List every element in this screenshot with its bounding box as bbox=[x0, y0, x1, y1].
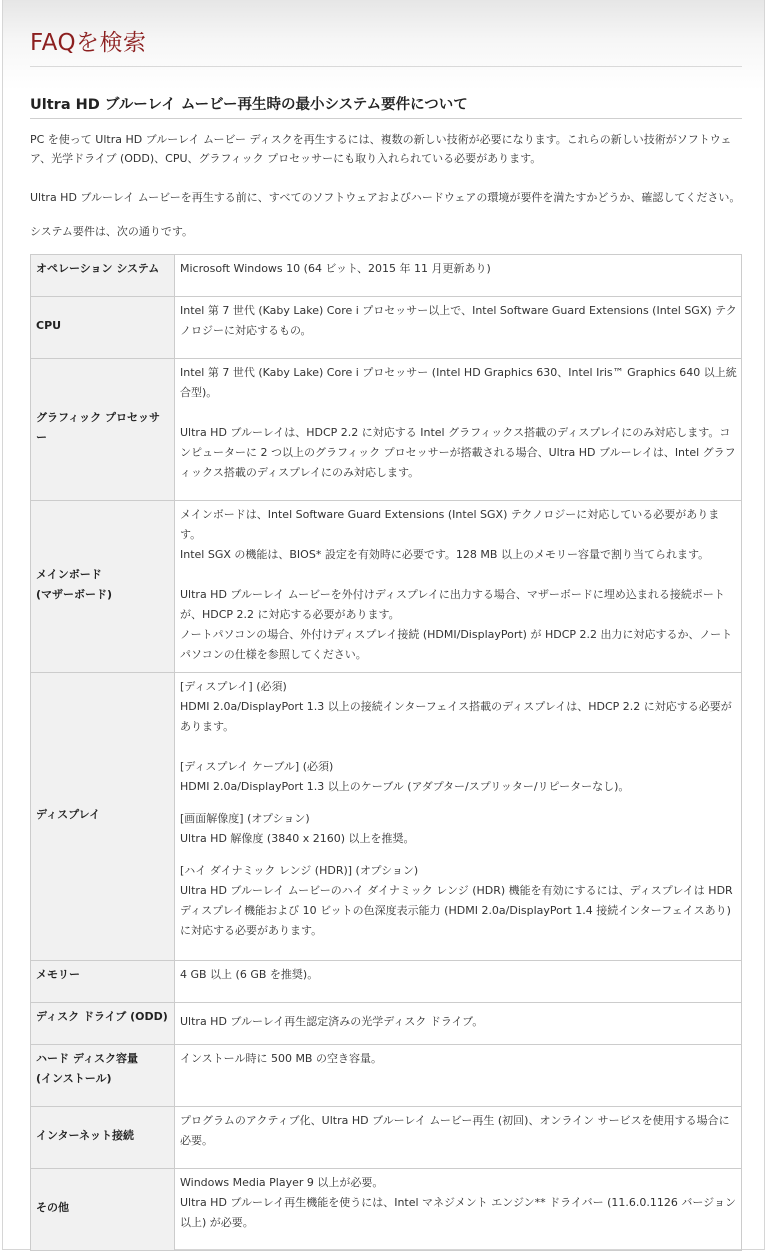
row-value bbox=[175, 255, 742, 297]
row-value bbox=[175, 961, 742, 1003]
row-label: メモリー bbox=[31, 961, 175, 1003]
value-text: Intel SGX の機能は、BIOS* 設定を有効時に必要です。128 MB 以上のメモリー容量で割り当てられます。 bbox=[180, 548, 710, 561]
table-row bbox=[31, 1045, 742, 1107]
requirements-table bbox=[30, 254, 742, 1251]
value-text: Intel 第 7 世代 (Kaby Lake) Core i プロセッサー以上で、Intel Software Guard Extensions (Intel SGX) テクノロジーに対応するもの。 bbox=[180, 304, 737, 337]
value-text: HDMI 2.0a/DisplayPort 1.3 以上のケーブル (アダプター/スプリッター/リピーターなし)。 bbox=[180, 780, 630, 793]
value-text: Windows Media Player 9 以上が必要。 bbox=[180, 1176, 384, 1189]
row-label: CPU bbox=[31, 297, 175, 359]
table-row bbox=[31, 1169, 742, 1251]
row-value bbox=[175, 1003, 742, 1045]
value-text: Intel 第 7 世代 (Kaby Lake) Core i プロセッサー (Intel HD Graphics 630、Intel Iris™ Graphics 640 以上統合型)。 bbox=[180, 366, 737, 399]
row-label: ディスク ドライブ (ODD) bbox=[31, 1003, 175, 1045]
row-label: その他 bbox=[31, 1169, 175, 1251]
value-text: 4 GB 以上 (6 GB を推奨)。 bbox=[180, 968, 319, 981]
value-text: HDMI 2.0a/DisplayPort 1.3 以上の接続インターフェイス搭載のディスプレイは、HDCP 2.2 に対応する必要があります。 bbox=[180, 700, 732, 733]
title-divider bbox=[30, 66, 742, 67]
value-text: Ultra HD 解像度 (3840 x 2160) 以上を推奨。 bbox=[180, 832, 415, 845]
intro-paragraph: PC を使って Ultra HD ブルーレイ ムービー ディスクを再生するには、複数の新しい技術が必要になります。これらの新しい技術がソフトウェア、光学ドライブ (ODD)、CPU、グラフィック プロセッサーにも取り入れられている必要があります。 bbox=[30, 133, 732, 165]
table-row bbox=[31, 1107, 742, 1169]
value-text: [ディスプレイ] (必須) bbox=[180, 680, 287, 693]
value-text: Microsoft Windows 10 (64 ビット、2015 年 11 月更新あり) bbox=[180, 262, 491, 275]
value-text: Ultra HD ブルーレイは、HDCP 2.2 に対応する Intel グラフィックス搭載のディスプレイにのみ対応します。コンピューターに 2 つ以上のグラフィック プロセッサーが搭載される場合、Ultra HD ブルーレイは、Intel グラフィックス搭載のディスプレイにのみ対応します。 bbox=[180, 426, 736, 479]
row-label-line: (インストール) bbox=[36, 1072, 112, 1085]
table-row bbox=[31, 501, 742, 673]
table-row bbox=[31, 961, 742, 1003]
value-text: [ハイ ダイナミック レンジ (HDR)] (オプション) bbox=[180, 864, 419, 877]
row-value bbox=[175, 297, 742, 359]
intro-paragraph: Ultra HD ブルーレイ ムービーを再生する前に、すべてのソフトウェアおよびハードウェアの環境が要件を満たすかどうか、確認してください。 bbox=[30, 191, 741, 204]
value-text: Ultra HD ブルーレイ再生機能を使うには、Intel マネジメント エンジン** ドライバー (11.6.0.1126 バージョン以上) が必要。 bbox=[180, 1196, 736, 1229]
value-text: Ultra HD ブルーレイ ムービーを外付けディスプレイに出力する場合、マザーボードに埋め込まれる接続ポートが、HDCP 2.2 に対応する必要があります。 bbox=[180, 588, 725, 621]
table-row bbox=[31, 359, 742, 501]
row-label bbox=[31, 501, 175, 673]
value-text: ノートパソコンの場合、外付けディスプレイ接続 (HDMI/DisplayPort) が HDCP 2.2 出力に対応するか、ノートパソコンの仕様を参照してください。 bbox=[180, 628, 733, 661]
row-label: ディスプレイ bbox=[31, 673, 175, 961]
value-text: メインボードは、Intel Software Guard Extensions (Intel SGX) テクノロジーに対応している必要があります。 bbox=[180, 508, 720, 541]
table-row bbox=[31, 255, 742, 297]
row-label bbox=[31, 1045, 175, 1107]
value-text: Ultra HD ブルーレイ再生認定済みの光学ディスク ドライブ。 bbox=[180, 1015, 484, 1028]
intro-paragraph: システム要件は、次の通りです。 bbox=[30, 225, 194, 238]
row-label-line: (マザーボード) bbox=[36, 588, 113, 601]
table-row bbox=[31, 1003, 742, 1045]
row-label-line: メインボード bbox=[36, 568, 102, 581]
table-row bbox=[31, 297, 742, 359]
row-value bbox=[175, 1107, 742, 1169]
article-divider bbox=[30, 118, 742, 119]
row-value bbox=[175, 673, 742, 961]
table-row bbox=[31, 673, 742, 961]
value-text: [ディスプレイ ケーブル] (必須) bbox=[180, 760, 334, 773]
row-label: オペレーション システム bbox=[31, 255, 175, 297]
row-label: インターネット接続 bbox=[31, 1107, 175, 1169]
row-label-line: ハード ディスク容量 bbox=[36, 1052, 138, 1065]
value-text: プログラムのアクティブ化、Ultra HD ブルーレイ ムービー再生 (初回)、オンライン サービスを使用する場合に必要。 bbox=[180, 1114, 730, 1147]
row-label: グラフィック プロセッサー bbox=[31, 359, 175, 501]
article-title: Ultra HD ブルーレイ ムービー再生時の最小システム要件について bbox=[30, 97, 468, 113]
value-text: インストール時に 500 MB の空き容量。 bbox=[180, 1052, 382, 1065]
row-value bbox=[175, 1169, 742, 1251]
value-text: Ultra HD ブルーレイ ムービーのハイ ダイナミック レンジ (HDR) 機能を有効にするには、ディスプレイは HDR ディスプレイ機能および 10 ビットの色深度表示能力 (HDMI 2.0a/DisplayPort 1.4 接続インターフェイスあり) に対応する必要があります。 bbox=[180, 884, 733, 937]
value-text: [画面解像度] (オプション) bbox=[180, 812, 310, 825]
row-value bbox=[175, 501, 742, 673]
page-title: FAQを検索 bbox=[30, 30, 147, 56]
row-value bbox=[175, 1045, 742, 1107]
row-value bbox=[175, 359, 742, 501]
